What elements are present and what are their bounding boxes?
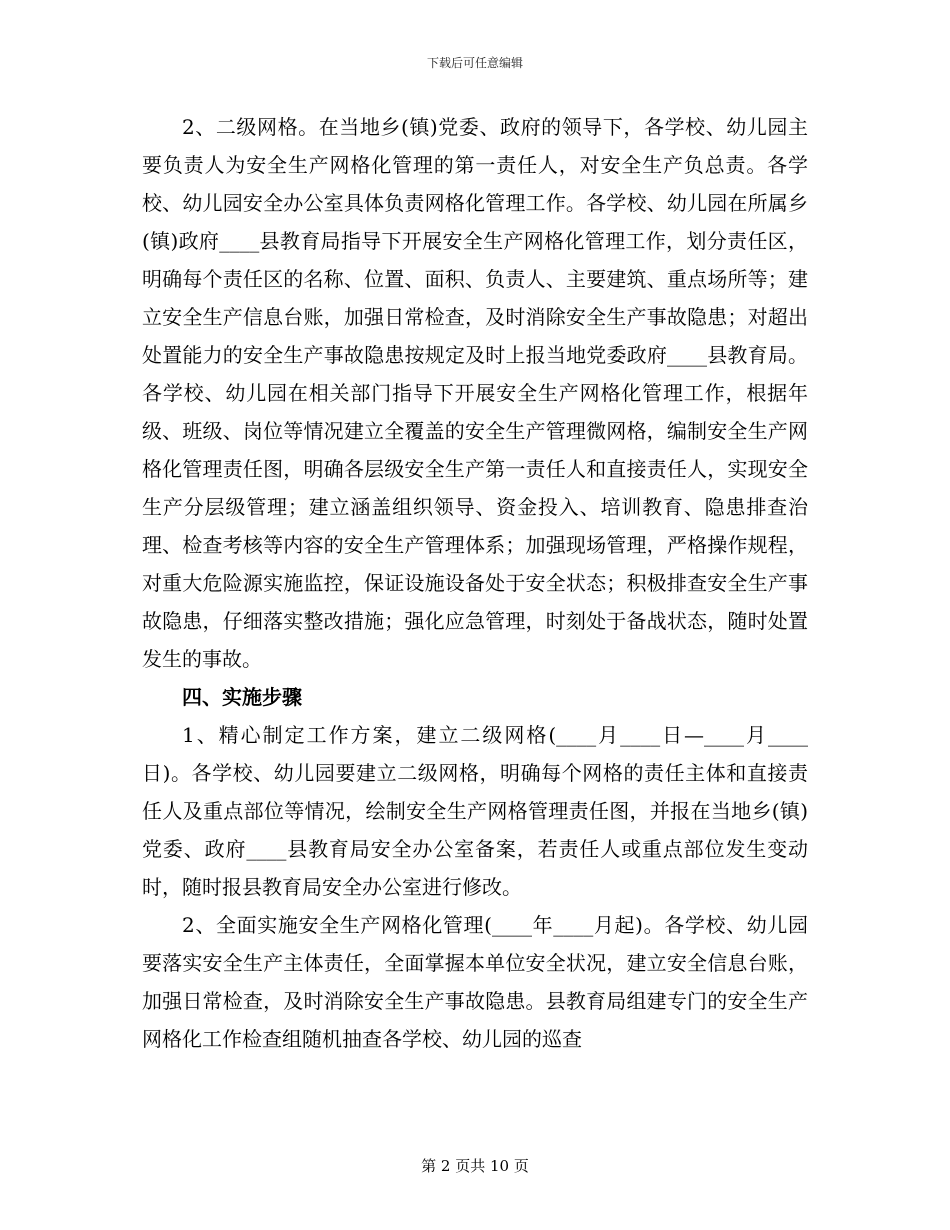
paragraph-step-1: 1、精心制定工作方案，建立二级网格(____月____日—____月____日)。各学校、幼儿园要建立二级网格，明确每个网格的责任主体和直接责任人及重点部位等情况，绘制安全生产网格管理责任图，并报在当地乡(镇)党委、政府____县教育局安全办公室备案，若责任人或重点部位发生变动时，随时报县教育局安全办公室进行修改。 <box>142 723 808 899</box>
page-header-note: 下载后可任意编辑 <box>426 56 523 70</box>
paragraph-secondary-grid: 2、二级网格。在当地乡(镇)党委、政府的领导下，各学校、幼儿园主要负责人为安全生产网格化管理的第一责任人，对安全生产负总责。各学校、幼儿园安全办公室具体负责网格化管理工作。各学校、幼儿园在所属乡(镇)政府____县教育局指导下开展安全生产网格化管理工作，划分责任区，明确每个责任区的名称、位置、面积、负责人、主要建筑、重点场所等；建立安全生产信息台账，加强日常检查，及时消除安全生产事故隐患；对超出处置能力的安全生产事故隐患按规定及时上报当地党委政府____县教育局。各学校、幼儿园在相关部门指导下开展安全生产网格化管理工作，根据年级、班级、岗位等情况建立全覆盖的安全生产管理微网格，编制安全生产网格化管理责任图，明确各层级安全生产第一责任人和直接责任人，实现安全生产分层级管理；建立涵盖组织领导、资金投入、培训教育、隐患排查治理、检查考核等内容的安全生产管理体系；加强现场管理，严格操作规程，对重大危险源实施监控，保证设施设备处于安全状态；积极排查安全生产事故隐患，仔细落实整改措施；强化应急管理，时刻处于备战状态，随时处置发生的事故。 <box>142 115 808 671</box>
paragraph-step-2: 2、全面实施安全生产网格化管理(____年____月起)。各学校、幼儿园要落实安全生产主体责任，全面掌握本单位安全状况，建立安全信息台账，加强日常检查，及时消除安全生产事故隐患。县教育局组建专门的安全生产网格化工作检查组随机抽查各学校、幼儿园的巡查 <box>142 913 808 1051</box>
document-body <box>142 108 808 1058</box>
section-heading-implementation-steps: 四、实施步骤 <box>182 685 302 709</box>
page-footer-number: 第 2 页共 10 页 <box>421 1157 529 1175</box>
